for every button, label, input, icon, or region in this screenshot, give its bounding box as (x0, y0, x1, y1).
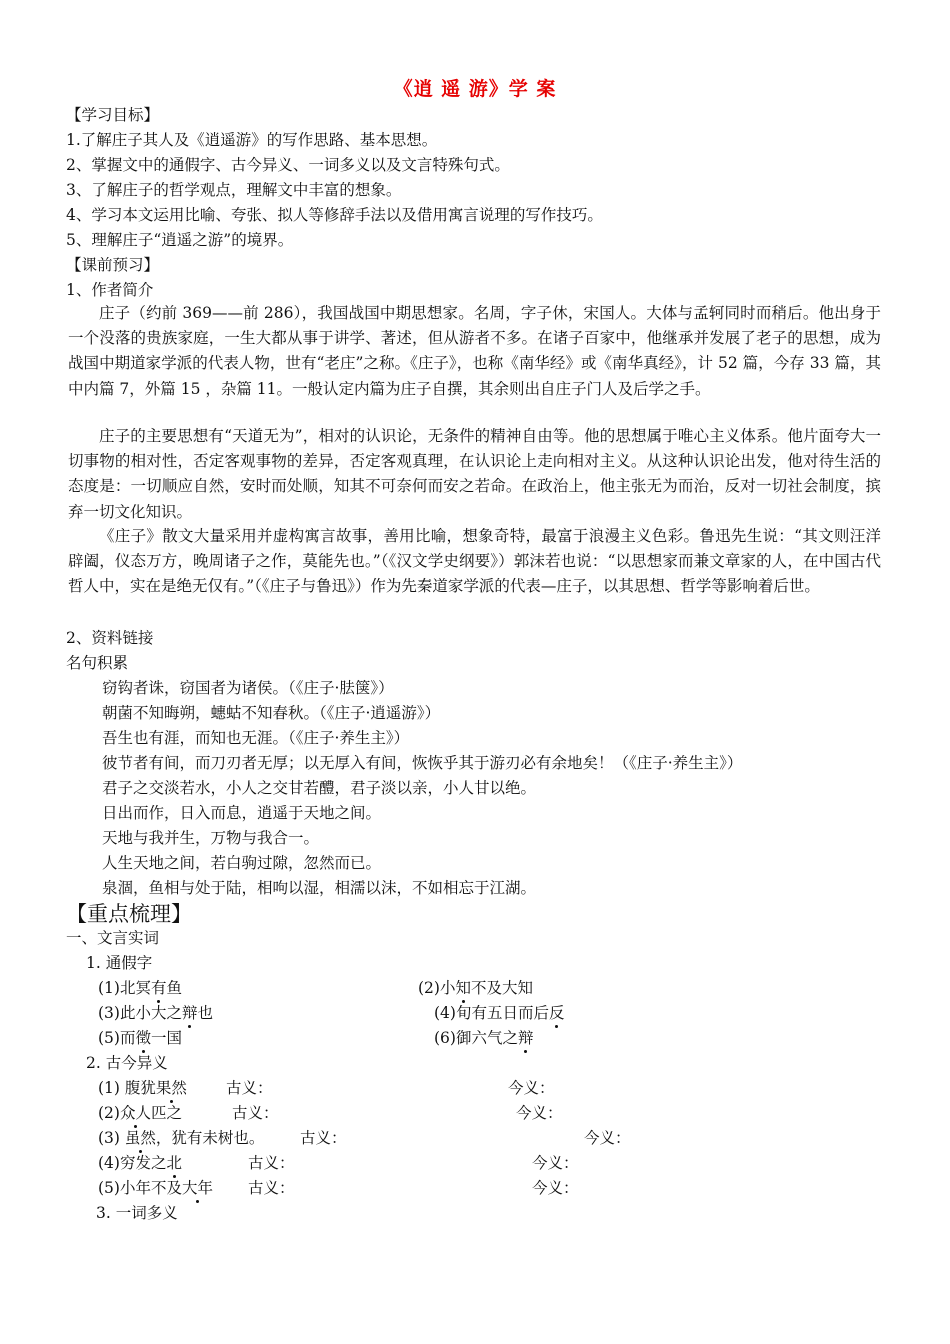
gujin-modern-label: 今义： (584, 1129, 631, 1147)
gujin-ancient-label: 古义： (300, 1129, 347, 1147)
objective-item: 4、学习本文运用比喻、夸张、拟人等修辞手法以及借用寓言说理的写作技巧。 (66, 206, 603, 224)
emphasis-dot-char: 有 (151, 976, 167, 998)
gujin-modern-label: 今义： (532, 1154, 579, 1172)
tongjia-heading: 1. 通假字 (86, 954, 153, 972)
quotes-heading: 名句积累 (66, 654, 129, 672)
quote-item: 窃钩者诛，窃国者为诸侯。（《庄子·胠箧》） (102, 679, 394, 697)
objective-item: 5、理解庄子“逍遥之游”的境界。 (66, 231, 294, 249)
emphasis-dot-word: 众人 (120, 1101, 151, 1123)
emphasis-dot-word: 果然 (156, 1076, 187, 1098)
preview-heading: 【课前预习】 (66, 256, 160, 274)
gujin-modern-label: 今义： (516, 1104, 563, 1122)
quote-item: 彼节者有间，而刀刃者无厚；以无厚入有间，恢恢乎其于游刃必有余地矣！（《庄子·养生主》） (102, 754, 743, 772)
quote-item: 人生天地之间，若白驹过隙，忽然而已。 (102, 854, 382, 872)
page-title: 《逍 遥 游》学 案 (393, 78, 557, 100)
gujin-item: (4)穷发之北 (98, 1151, 182, 1173)
gujin-ancient-label: 古义： (248, 1179, 295, 1197)
tongjia-item: (6)御六气之辩 (434, 1026, 533, 1048)
emphasis-dot-word: 大年 (182, 1176, 213, 1198)
quote-item: 朝菌不知晦朔，蟪蛄不知春秋。（《庄子·逍遥游》） (102, 704, 441, 722)
author-heading: 1、作者简介 (66, 281, 154, 299)
gujin-item: (2)众人匹之 (98, 1101, 182, 1123)
emphasis-dot-char: 辩 (518, 1026, 534, 1048)
tongjia-item: (4)旬有五日而后反 (434, 1001, 564, 1023)
quote-item: 日出而作，日入而息，逍遥于天地之间。 (102, 804, 382, 822)
gujin-modern-label: 今义： (508, 1079, 555, 1097)
emphasis-dot-char: 反 (549, 1001, 565, 1023)
objective-item: 3、了解庄子的哲学观点，理解文中丰富的想象。 (66, 181, 402, 199)
gujin-modern-label: 今义： (532, 1179, 579, 1197)
emphasis-dot-word: 北 (166, 1151, 182, 1173)
tongjia-item: (1)北冥有鱼 (98, 976, 182, 998)
quote-item: 君子之交淡若水，小人之交甘若醴，君子淡以亲，小人甘以绝。 (102, 779, 537, 797)
yici-heading: 3. 一词多义 (96, 1204, 178, 1222)
objective-item: 1.了解庄子其人及《逍遥游》的写作思路、基本思想。 (66, 131, 438, 149)
gujin-heading: 2. 古今异义 (86, 1054, 168, 1072)
links-heading: 2、资料链接 (66, 629, 154, 647)
quote-item: 泉涸，鱼相与处于陆，相呴以湿，相濡以沫，不如相忘于江湖。 (102, 879, 537, 897)
gujin-ancient-label: 古义： (226, 1079, 273, 1097)
gujin-item: (5)小年不及大年 (98, 1176, 213, 1198)
tongjia-item: (3)此小大之辩也 (98, 1001, 213, 1023)
gujin-ancient-label: 古义： (232, 1104, 279, 1122)
gujin-item: (1) 腹犹果然 (98, 1076, 187, 1098)
tongjia-item: (2)小知不及大知 (418, 976, 533, 998)
author-paragraph: 《庄子》散文大量采用并虚构寓言故事，善用比喻，想象奇特，最富于浪漫主义色彩。鲁迅先生说：“其文则汪洋辟阖，仪态万方，晚周诸子之作，莫能先也。”（《汉文学史纲要》）郭沫若也说：“以思想家而兼文章家的人，在中国古代哲人中，实在是绝无仅有。”（《庄子与鲁迅》）作为先秦道家学派的代表—庄子，以其思想、哲学等影响着后世。 (68, 527, 881, 596)
emphasis-dot-char: 辩 (182, 1001, 198, 1023)
author-paragraph: 庄子的主要思想有“天道无为”，相对的认识论，无条件的精神自由等。他的思想属于唯心主义体系。他片面夸大一切事物的相对性，否定客观事物的差异，否定客观真理，在认识论上走向相对主义。从这种认识论出发，他对待生活的态度是：一切顺应自然，安时而处顺，知其不可奈何而安之若命。在政治上，他主张无为而治，反对一切社会制度，摈弃一切文化知识。 (68, 427, 881, 521)
objectives-heading: 【学习目标】 (66, 106, 160, 124)
section-heading: 一、文言实词 (66, 929, 160, 947)
key-points-heading: 【重点梳理】 (66, 902, 192, 926)
gujin-ancient-label: 古义： (248, 1154, 295, 1172)
emphasis-dot-char: 知 (455, 976, 471, 998)
emphasis-dot-char: 徵 (135, 1026, 151, 1048)
gujin-item: (3) 虽然，犹有未树也。 (98, 1126, 264, 1148)
tongjia-item: (5)而徵一国 (98, 1026, 182, 1048)
emphasis-dot-word: 虽然 (125, 1126, 156, 1148)
author-paragraph: 庄子（约前 369——前 286），我国战国中期思想家。名周，字子休，宋国人。大体与孟轲同时而稍后。他出身于一个没落的贵族家庭，一生大都从事于讲学、著述，但从游者不多。在诸子百家中，他继承并发展了老子的思想，成为战国中期道家学派的代表人物，世有“老庄”之称。《庄子》，也称《南华经》或《南华真经》，计 52 篇，今存 33 篇，其中内篇 7，外篇 15 ，杂篇 11。一般认定内篇为庄子自撰，其余则出自庄子门人及后学之手。 (68, 304, 881, 398)
quote-item: 吾生也有涯，而知也无涯。（《庄子·养生主》） (102, 729, 410, 747)
quote-item: 天地与我并生，万物与我合一。 (102, 829, 320, 847)
objective-item: 2、掌握文中的通假字、古今异义、一词多义以及文言特殊句式。 (66, 156, 510, 174)
